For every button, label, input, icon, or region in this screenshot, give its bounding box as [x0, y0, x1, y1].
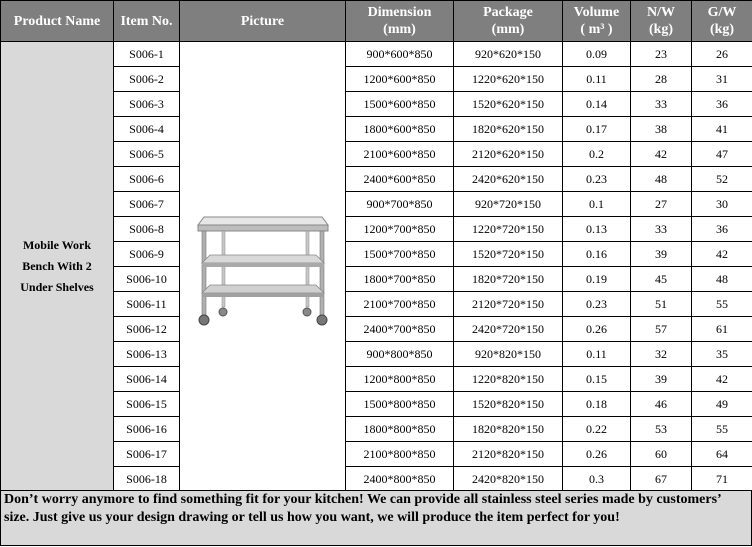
nw-cell: 27 [631, 192, 692, 217]
gw-cell: 26 [692, 42, 752, 67]
item-no-cell: S006-12 [114, 317, 180, 342]
gw-cell: 55 [692, 417, 752, 442]
table-row [1, 267, 752, 292]
nw-cell: 53 [631, 417, 692, 442]
dimension-cell: 1800*600*850 [346, 117, 454, 142]
nw-cell: 45 [631, 267, 692, 292]
volume-cell: 0.22 [563, 417, 631, 442]
table-row [1, 442, 752, 467]
gw-cell: 49 [692, 392, 752, 417]
item-no-cell: S006-1 [114, 42, 180, 67]
gw-cell: 71 [692, 467, 752, 492]
dimension-cell: 2400*600*850 [346, 167, 454, 192]
gw-cell: 48 [692, 267, 752, 292]
volume-cell: 0.17 [563, 117, 631, 142]
nw-cell: 28 [631, 67, 692, 92]
gw-cell: 30 [692, 192, 752, 217]
header-package-l2: (mm) [491, 22, 525, 37]
dimension-cell: 1200*700*850 [346, 217, 454, 242]
table-row [1, 342, 752, 367]
nw-cell: 51 [631, 292, 692, 317]
header-nw-l1: N/W [647, 5, 675, 20]
volume-cell: 0.23 [563, 292, 631, 317]
dimension-cell: 2100*800*850 [346, 442, 454, 467]
volume-cell: 0.16 [563, 242, 631, 267]
item-no-cell: S006-3 [114, 92, 180, 117]
item-no-cell: S006-10 [114, 267, 180, 292]
nw-cell: 42 [631, 142, 692, 167]
dimension-cell: 2100*700*850 [346, 292, 454, 317]
dimension-cell: 1800*800*850 [346, 417, 454, 442]
package-cell: 1520*720*150 [454, 242, 563, 267]
volume-cell: 0.3 [563, 467, 631, 492]
dimension-cell: 1500*800*850 [346, 392, 454, 417]
volume-cell: 0.14 [563, 92, 631, 117]
dimension-cell: 1200*800*850 [346, 367, 454, 392]
package-cell: 920*720*150 [454, 192, 563, 217]
package-cell: 2420*620*150 [454, 167, 563, 192]
package-cell: 1820*720*150 [454, 267, 563, 292]
volume-cell: 0.19 [563, 267, 631, 292]
package-cell: 2120*720*150 [454, 292, 563, 317]
nw-cell: 39 [631, 242, 692, 267]
package-cell: 2120*820*150 [454, 442, 563, 467]
volume-cell: 0.1 [563, 192, 631, 217]
header-nw-l2: (kg) [648, 22, 674, 37]
item-no-cell: S006-7 [114, 192, 180, 217]
header-gw-l2: (kg) [709, 22, 735, 37]
nw-cell: 39 [631, 367, 692, 392]
gw-cell: 36 [692, 217, 752, 242]
table-row [1, 167, 752, 192]
header-volume-l1: Volume [573, 5, 620, 20]
item-no-cell: S006-17 [114, 442, 180, 467]
header-dimension-l1: Dimension [367, 5, 432, 20]
header-gw-l1: G/W [707, 5, 737, 20]
package-cell: 1820*620*150 [454, 117, 563, 142]
header-dimension-l2: (mm) [383, 22, 416, 37]
package-cell: 920*620*150 [454, 42, 563, 67]
volume-cell: 0.18 [563, 392, 631, 417]
nw-cell: 38 [631, 117, 692, 142]
item-no-cell: S006-2 [114, 67, 180, 92]
table-row [1, 192, 752, 217]
package-cell: 1520*620*150 [454, 92, 563, 117]
volume-cell: 0.26 [563, 442, 631, 467]
item-no-cell: S006-16 [114, 417, 180, 442]
gw-cell: 64 [692, 442, 752, 467]
package-cell: 2420*820*150 [454, 467, 563, 492]
dimension-cell: 1800*700*850 [346, 267, 454, 292]
header-volume [563, 1, 631, 42]
header-volume-l2: ( m³ ) [580, 22, 613, 37]
header-package [454, 1, 563, 42]
header-gw [692, 1, 752, 42]
table-row [1, 367, 752, 392]
volume-cell: 0.11 [563, 342, 631, 367]
product-name-line: Bench With 2 [22, 259, 92, 273]
header-row [1, 1, 752, 42]
volume-cell: 0.2 [563, 142, 631, 167]
volume-cell: 0.15 [563, 367, 631, 392]
table-row [1, 42, 752, 67]
table-row [1, 142, 752, 167]
table-row [1, 242, 752, 267]
picture-cell [180, 42, 346, 492]
item-no-cell: S006-4 [114, 117, 180, 142]
header-package-l1: Package [483, 5, 533, 20]
table-row [1, 67, 752, 92]
table-row [1, 117, 752, 142]
nw-cell: 23 [631, 42, 692, 67]
package-cell: 2420*720*150 [454, 317, 563, 342]
item-no-cell: S006-18 [114, 467, 180, 492]
package-cell: 1220*720*150 [454, 217, 563, 242]
nw-cell: 33 [631, 92, 692, 117]
volume-cell: 0.11 [563, 67, 631, 92]
nw-cell: 33 [631, 217, 692, 242]
item-no-cell: S006-13 [114, 342, 180, 367]
item-no-cell: S006-15 [114, 392, 180, 417]
nw-cell: 46 [631, 392, 692, 417]
dimension-cell: 2400*800*850 [346, 467, 454, 492]
item-no-cell: S006-9 [114, 242, 180, 267]
nw-cell: 48 [631, 167, 692, 192]
item-no-cell: S006-11 [114, 292, 180, 317]
package-cell: 920*820*150 [454, 342, 563, 367]
table-row [1, 92, 752, 117]
header-dimension [346, 1, 454, 42]
header-item-no: Item No. [114, 1, 180, 42]
header-nw [631, 1, 692, 42]
item-no-cell: S006-8 [114, 217, 180, 242]
dimension-cell: 900*700*850 [346, 192, 454, 217]
volume-cell: 0.13 [563, 217, 631, 242]
table-row [1, 317, 752, 342]
footer-note: Don’t worry anymore to find something fit for your kitchen! We can provide all stainless steel series made by customers’ size. Just give us your design drawing or tell us how you want, we will produce the item perfect for you! [0, 490, 752, 546]
nw-cell: 60 [631, 442, 692, 467]
gw-cell: 42 [692, 367, 752, 392]
spec-table-body [1, 42, 752, 492]
package-cell: 1820*820*150 [454, 417, 563, 442]
dimension-cell: 2400*700*850 [346, 317, 454, 342]
table-row [1, 417, 752, 442]
item-no-cell: S006-6 [114, 167, 180, 192]
gw-cell: 47 [692, 142, 752, 167]
item-no-cell: S006-14 [114, 367, 180, 392]
dimension-cell: 1200*600*850 [346, 67, 454, 92]
gw-cell: 52 [692, 167, 752, 192]
table-row [1, 467, 752, 492]
table-row [1, 292, 752, 317]
dimension-cell: 2100*600*850 [346, 142, 454, 167]
header-product-name: Product Name [1, 1, 114, 42]
header-picture: Picture [180, 1, 346, 42]
package-cell: 1220*820*150 [454, 367, 563, 392]
package-cell: 1520*820*150 [454, 392, 563, 417]
nw-cell: 57 [631, 317, 692, 342]
gw-cell: 42 [692, 242, 752, 267]
dimension-cell: 1500*600*850 [346, 92, 454, 117]
gw-cell: 31 [692, 67, 752, 92]
volume-cell: 0.26 [563, 317, 631, 342]
package-cell: 1220*620*150 [454, 67, 563, 92]
dimension-cell: 900*800*850 [346, 342, 454, 367]
product-name-cell [1, 42, 114, 492]
table-row [1, 217, 752, 242]
product-name-line: Mobile Work [22, 238, 92, 252]
gw-cell: 35 [692, 342, 752, 367]
gw-cell: 61 [692, 317, 752, 342]
volume-cell: 0.09 [563, 42, 631, 67]
dimension-cell: 900*600*850 [346, 42, 454, 67]
table-row [1, 392, 752, 417]
gw-cell: 41 [692, 117, 752, 142]
product-name-line: Under Shelves [20, 280, 94, 294]
volume-cell: 0.23 [563, 167, 631, 192]
package-cell: 2120*620*150 [454, 142, 563, 167]
nw-cell: 32 [631, 342, 692, 367]
gw-cell: 55 [692, 292, 752, 317]
stainless-steel-work-bench-image [188, 195, 338, 335]
item-no-cell: S006-5 [114, 142, 180, 167]
nw-cell: 67 [631, 467, 692, 492]
gw-cell: 36 [692, 92, 752, 117]
dimension-cell: 1500*700*850 [346, 242, 454, 267]
